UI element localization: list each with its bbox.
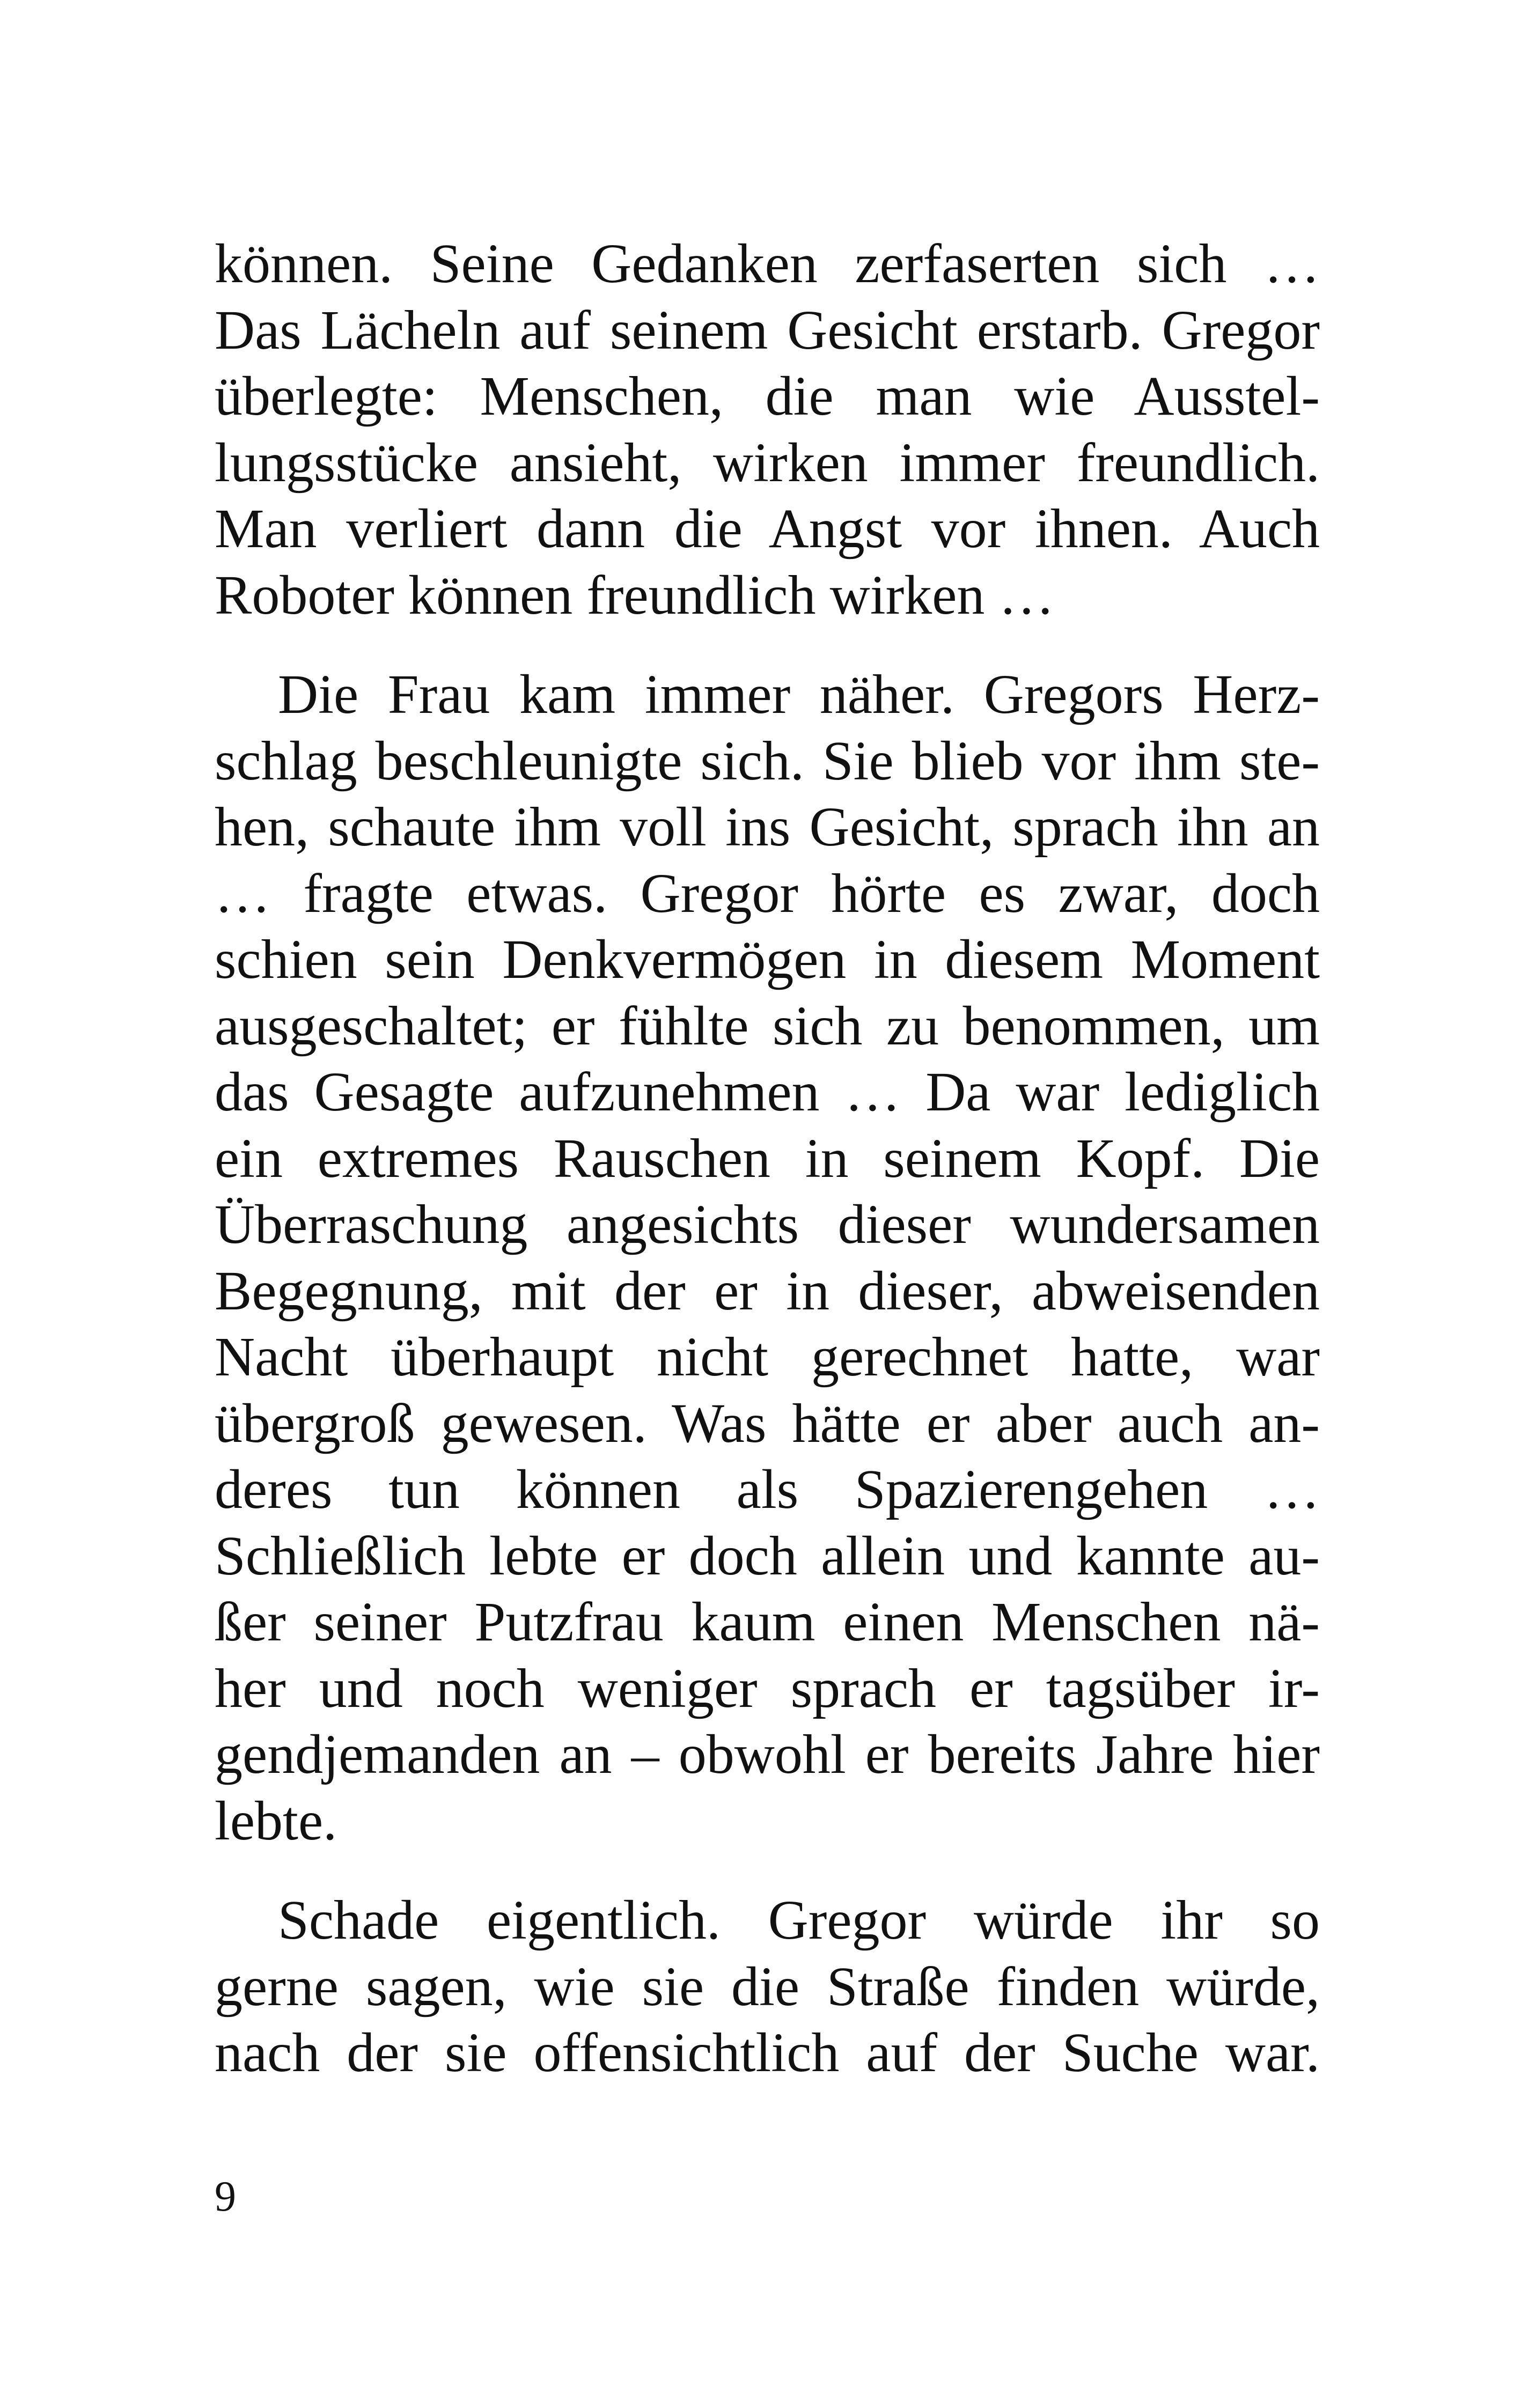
text-line: Überraschung angesichts dieser wundersamen <box>215 1194 1320 1255</box>
text-line: Schade eigentlich. Gregor würde ihr so <box>278 1889 1320 1951</box>
text-line: … fragte etwas. Gregor hörte es zwar, doch <box>215 862 1320 924</box>
text-line: das Gesagte aufzunehmen … Da war lediglich <box>215 1061 1320 1123</box>
text-line: können. Seine Gedanken zerfaserten sich … <box>215 233 1320 294</box>
text-line: nach der sie offensichtlich auf der Suche war. <box>215 2022 1320 2083</box>
text-line: Man verliert dann die Angst vor ihnen. Auch <box>215 498 1320 559</box>
text-line: lungsstücke ansieht, wirken immer freundlich. <box>215 431 1320 494</box>
text-line: schlag beschleunigte sich. Sie blieb vor ihm ste- <box>215 730 1320 792</box>
text-line: Begegnung, mit der er in dieser, abweisenden <box>215 1260 1320 1322</box>
text-line: Schließlich lebte er doch allein und kannte au- <box>215 1525 1320 1587</box>
paragraph <box>215 231 1320 628</box>
text-line: deres tun können als Spazierengehen … <box>215 1459 1320 1520</box>
text-line: lebte. <box>215 1790 337 1852</box>
page-number: 9 <box>215 2173 236 2220</box>
paragraph <box>215 1887 1320 2086</box>
body-text <box>215 231 1320 2119</box>
text-line: schien sein Denkvermögen in diesem Moment <box>215 929 1320 990</box>
text-line: Nacht überhaupt nicht gerechnet hatte, war <box>215 1326 1320 1388</box>
text-line: ein extremes Rauschen in seinem Kopf. Die <box>215 1127 1320 1189</box>
text-line: gerne sagen, wie sie die Straße finden würde, <box>215 1955 1320 2017</box>
text-line: ßer seiner Putzfrau kaum einen Menschen nä- <box>215 1591 1320 1653</box>
text-line: Roboter können freundlich wirken … <box>215 564 1055 626</box>
text-line: gendjemanden an – obwohl er bereits Jahre hier <box>215 1724 1320 1785</box>
text-line: übergroß gewesen. Was hätte er aber auch an- <box>215 1392 1320 1454</box>
text-line: ausgeschaltet; er fühlte sich zu benommen, um <box>215 995 1320 1057</box>
text-line: Die Frau kam immer näher. Gregors Herz- <box>278 664 1320 725</box>
text-line: her und noch weniger sprach er tagsüber ir- <box>215 1657 1320 1719</box>
text-line: Das Lächeln auf seinem Gesicht erstarb. Gregor <box>215 299 1320 361</box>
text-line: hen, schaute ihm voll ins Gesicht, sprach ihn an <box>215 796 1320 858</box>
text-line: überlegte: Menschen, die man wie Ausstel- <box>215 365 1320 427</box>
paragraph <box>215 661 1320 1854</box>
